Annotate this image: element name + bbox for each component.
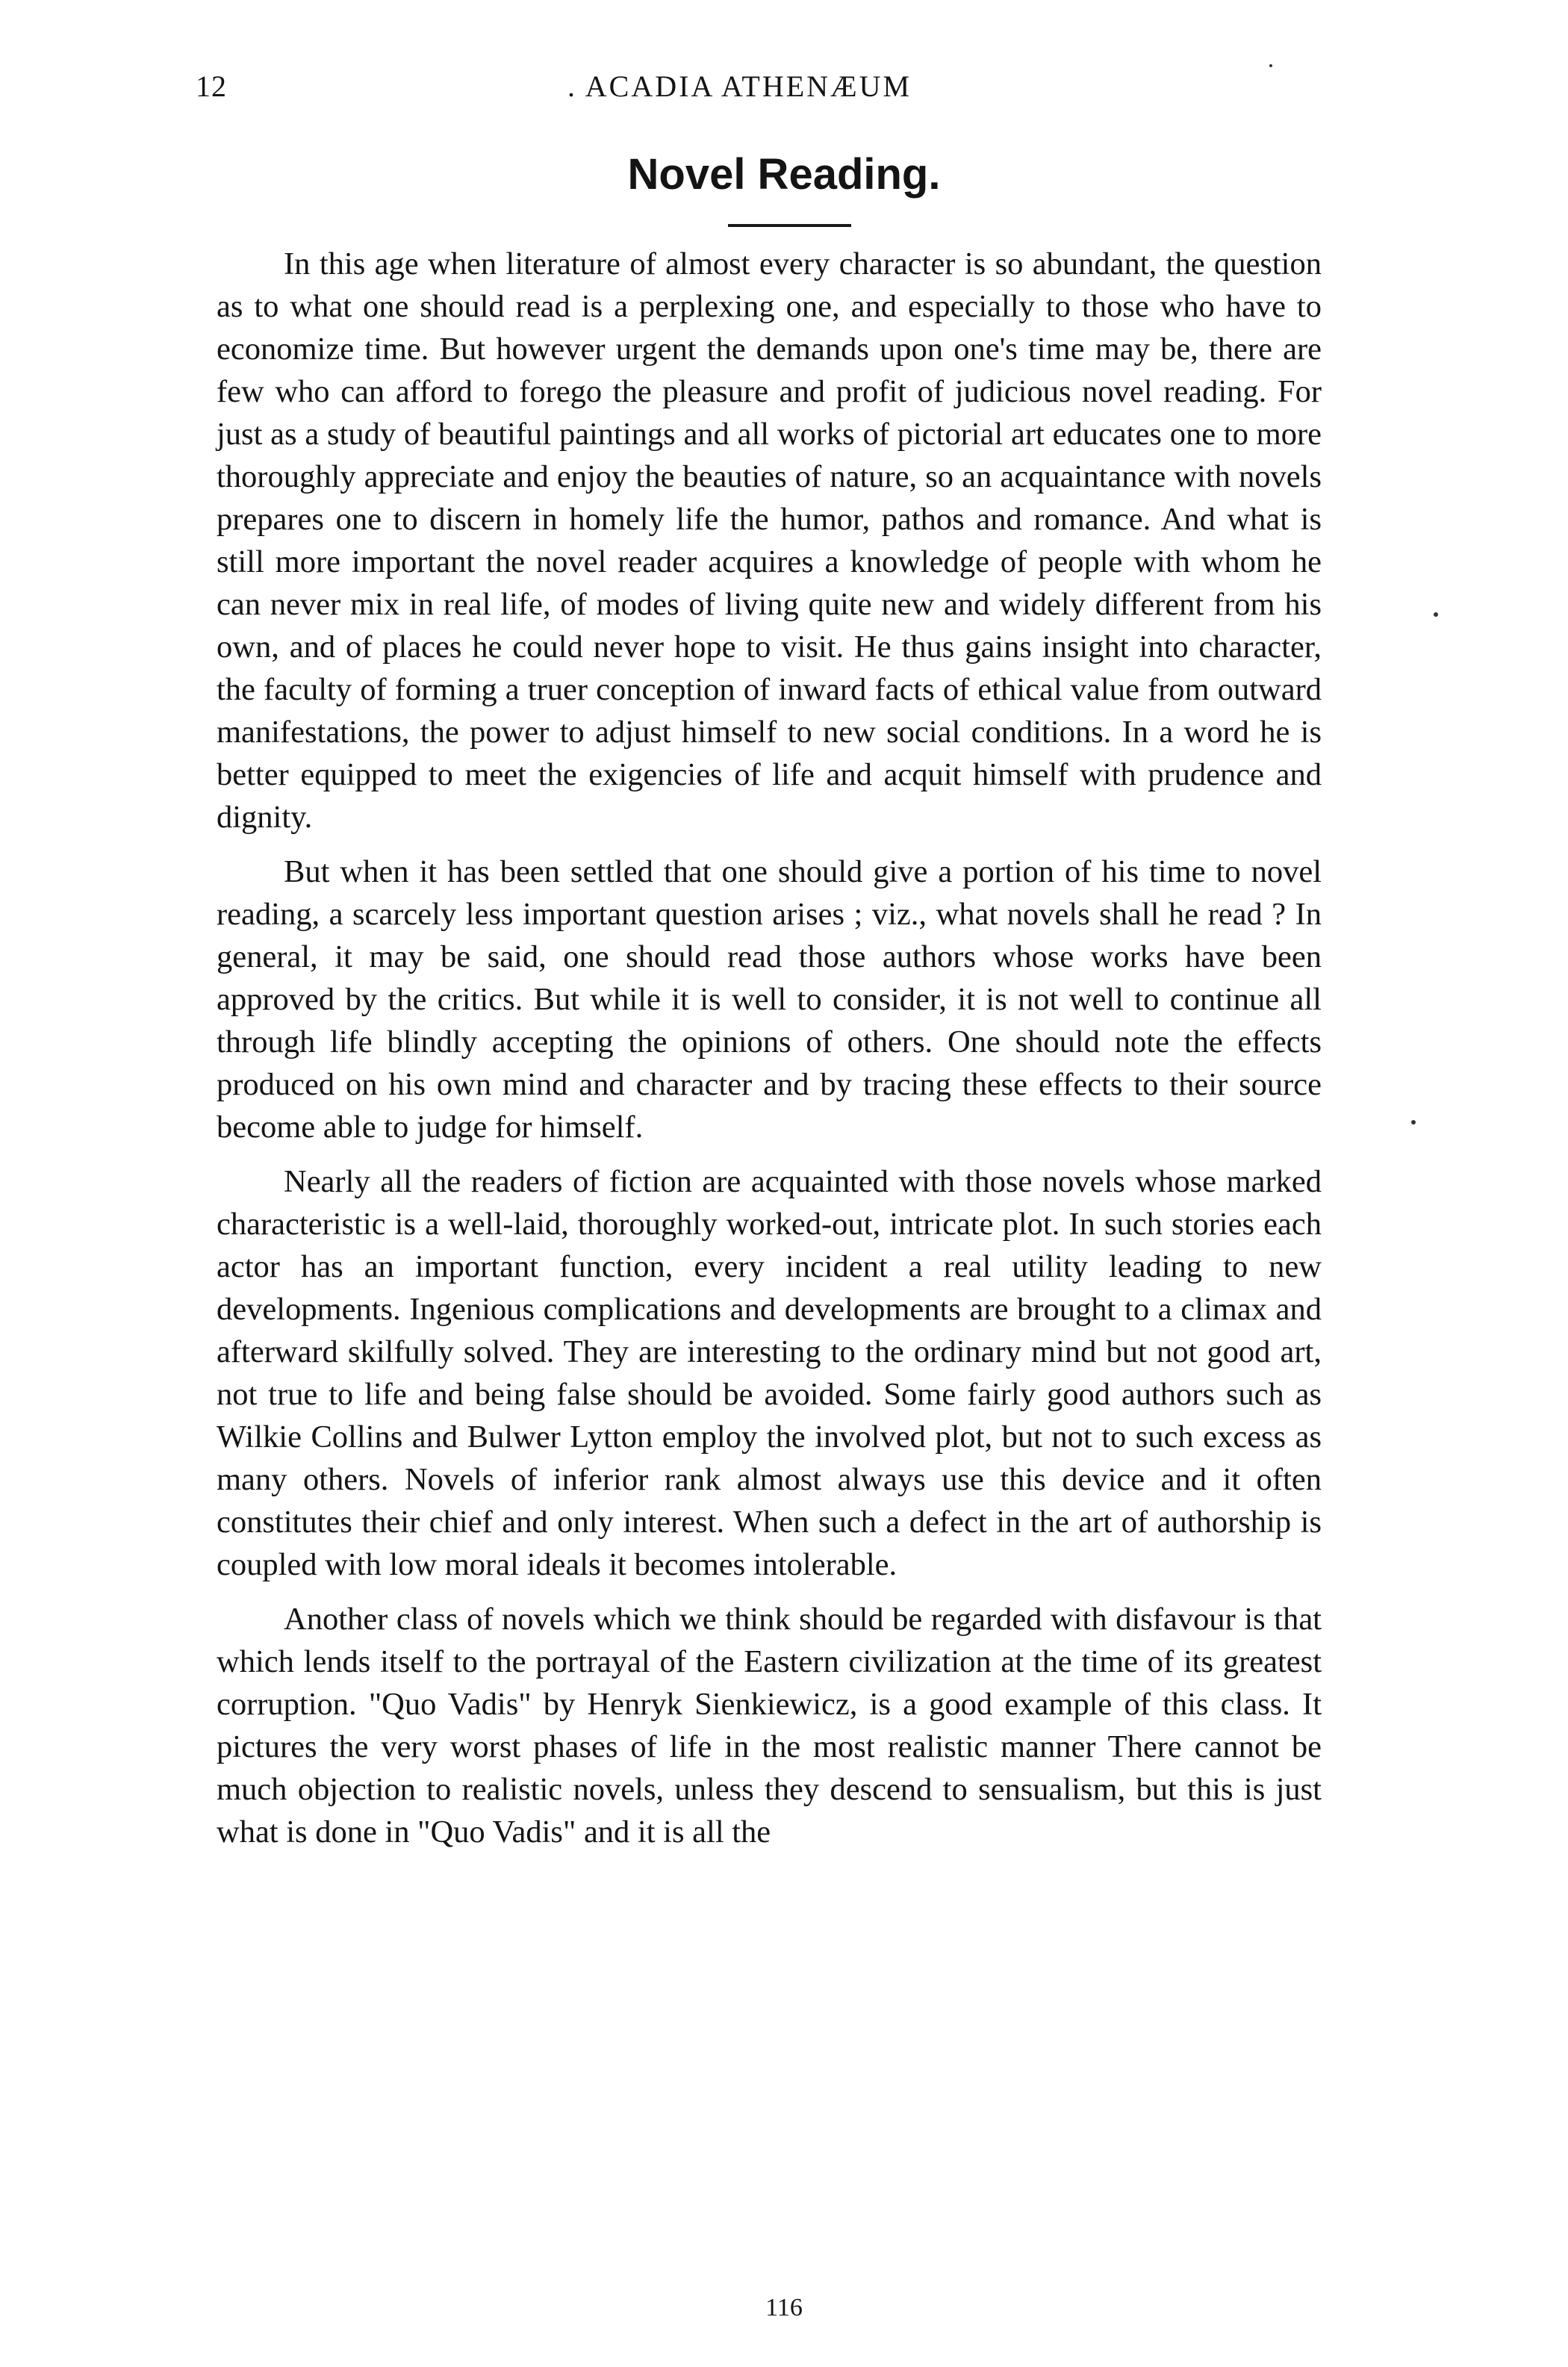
scan-speck xyxy=(1269,64,1272,67)
article-body xyxy=(217,243,1322,1865)
title-rule xyxy=(728,224,851,227)
scan-speck xyxy=(1411,1120,1416,1125)
paragraph: Nearly all the readers of fiction are acquainted with those novels whose marked characteristic is a well-laid, thoroughly worked-out, intricate plot. In such stories each actor has an important function, every incident a real utility leading to new developments. Ingenious complications and developments are brought to a climax and afterward skilfully solved. They are interesting to the ordinary mind but not good art, not true to life and being false should be avoided. Some fairly good authors such as Wilkie Collins and Bulwer Lytton employ the involved plot, but not to such excess as many others. Novels of inferior rank almost always use this device and it often constitutes their chief and only interest. When such a defect in the art of authorship is coupled with low moral ideals it becomes intolerable. xyxy=(217,1164,1322,1582)
page-header xyxy=(0,69,1568,113)
running-head: . ACADIA ATHENÆUM xyxy=(567,69,912,103)
scan-speck xyxy=(1434,612,1438,617)
page-number: 12 xyxy=(196,69,227,103)
paragraph: Another class of novels which we think should be regarded with disfavour is that which lends itself to the portrayal of the Eastern civilization at the time of its greatest corruption. "Quo Vadis" by Henryk Sienkiewicz, is a good example of this class. It pictures the very worst phases of life in the most realistic manner There cannot be much objection to realistic novels, unless they descend to sensualism, but this is just what is done in "Quo Vadis" and it is all the xyxy=(217,1602,1322,1850)
article-title: Novel Reading. xyxy=(627,150,941,199)
folio-number: 116 xyxy=(765,2294,803,2321)
paragraph: In this age when literature of almost every character is so abundant, the question as to what one should read is a perplexing one, and especially to those who have to economize time. But however urgent the demands upon one's time may be, there are few who can afford to forego the pleasure and profit of judicious novel reading. For just as a study of beautiful paintings and all works of pictorial art educates one to more thoroughly appreciate and enjoy the beauties of nature, so an acquaintance with novels prepares one to discern in homely life the humor, pathos and romance. And what is still more important the novel reader acquires a knowledge of people with whom he can never mix in real life, of modes of living quite new and widely different from his own, and of places he could never hope to visit. He thus gains insight into character, the faculty of forming a truer conception of inward facts of ethical value from outward manifestations, the power to adjust himself to new social conditions. In a word he is better equipped to meet the exigencies of life and acquit himself with prudence and dignity. xyxy=(217,246,1322,835)
paragraph: But when it has been settled that one should give a portion of his time to novel reading, a scarcely less important question arises ; viz., what novels shall he read ? In general, it may be said, one should read those authors whose works have been approved by the critics. But while it is well to consider, it is not well to continue all through life blindly accepting the opinions of others. One should note the effects produced on his own mind and character and by tracing these effects to their source become able to judge for himself. xyxy=(217,854,1322,1145)
